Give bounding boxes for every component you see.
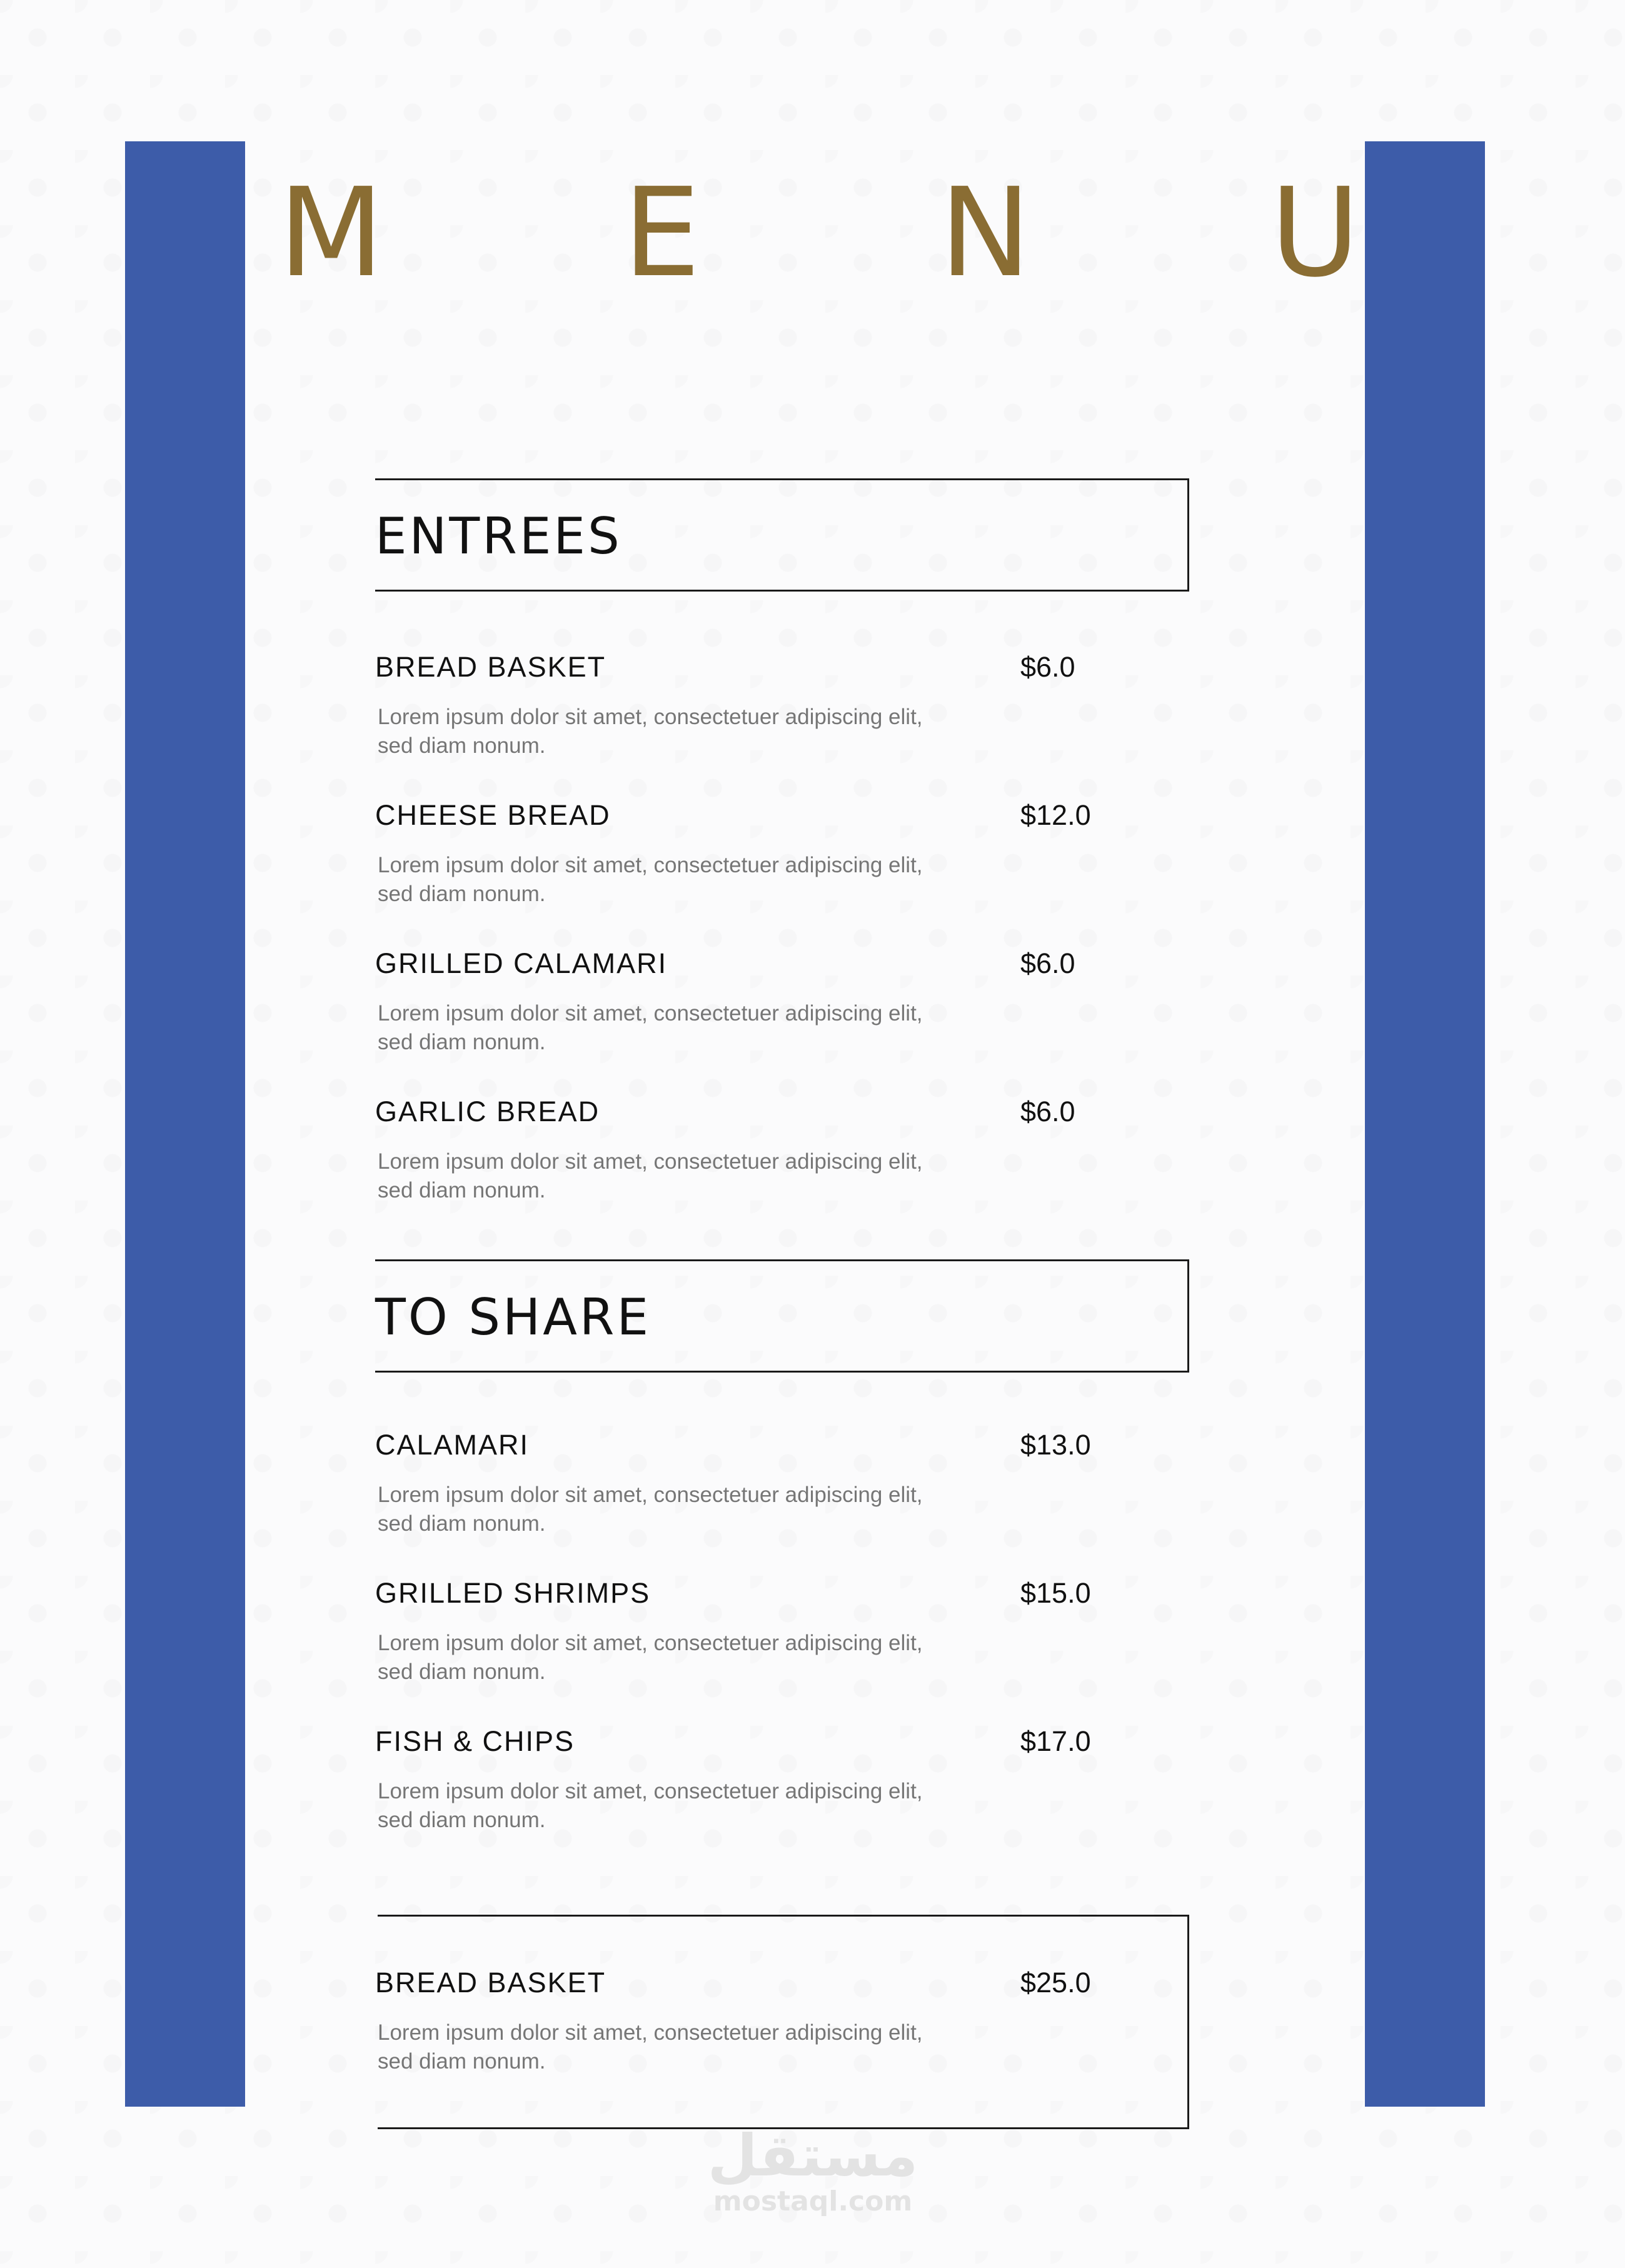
watermark-latin: mostaql.com: [713, 2185, 913, 2217]
section-title-entrees: ENTREES: [375, 507, 622, 565]
item-price: $25.0: [1020, 1967, 1091, 1998]
section-title-to-share: TO SHARE: [375, 1288, 652, 1346]
item-description: Lorem ipsum dolor sit amet, consectetuer adipiscing elit, sed diam nonum.: [378, 1631, 923, 1684]
item-name: FISH & CHIPS: [375, 1725, 575, 1757]
item-price: $13.0: [1020, 1429, 1091, 1461]
item-price: $6.0: [1020, 651, 1075, 683]
item-description: Lorem ipsum dolor sit amet, consectetuer adipiscing elit, sed diam nonum.: [378, 1483, 923, 1536]
item-name: GRILLED SHRIMPS: [375, 1577, 651, 1609]
menu-item: [375, 1579, 1125, 1704]
menu-item: [375, 1097, 1125, 1222]
menu-title: M E N U: [278, 162, 1460, 305]
item-price: $6.0: [1020, 947, 1075, 979]
menu-item: [375, 653, 1125, 778]
menu-item: [375, 1727, 1125, 1852]
item-description: Lorem ipsum dolor sit amet, consectetuer adipiscing elit, sed diam nonum.: [378, 1149, 923, 1202]
right-accent-bar: [1365, 141, 1485, 2107]
left-accent-bar: [125, 141, 245, 2107]
item-name: CALAMARI: [375, 1429, 530, 1461]
menu-item: [375, 1431, 1125, 1556]
entrees-header-box: [375, 478, 1189, 592]
to-share-header-box: [375, 1259, 1189, 1373]
item-description: Lorem ipsum dolor sit amet, consectetuer adipiscing elit, sed diam nonum.: [378, 853, 923, 906]
item-price: $17.0: [1020, 1725, 1091, 1757]
item-name: BREAD BASKET: [375, 1967, 606, 1998]
item-price: $12.0: [1020, 799, 1091, 831]
item-price: $15.0: [1020, 1577, 1091, 1609]
featured-item: [375, 1968, 1125, 2094]
item-name: CHEESE BREAD: [375, 799, 611, 831]
watermark: [707, 2122, 919, 2217]
item-name: BREAD BASKET: [375, 651, 606, 683]
item-name: GARLIC BREAD: [375, 1096, 600, 1127]
menu-item: [375, 949, 1125, 1074]
item-name: GRILLED CALAMARI: [375, 947, 668, 979]
item-price: $6.0: [1020, 1096, 1075, 1127]
item-description: Lorem ipsum dolor sit amet, consectetuer adipiscing elit, sed diam nonum.: [378, 1779, 923, 1832]
item-description: Lorem ipsum dolor sit amet, consectetuer adipiscing elit, sed diam nonum.: [378, 2020, 923, 2074]
watermark-arabic: مستقل: [707, 2122, 918, 2189]
item-description: Lorem ipsum dolor sit amet, consectetuer adipiscing elit, sed diam nonum.: [378, 705, 923, 758]
menu-item: [375, 801, 1125, 926]
item-description: Lorem ipsum dolor sit amet, consectetuer adipiscing elit, sed diam nonum.: [378, 1001, 923, 1054]
